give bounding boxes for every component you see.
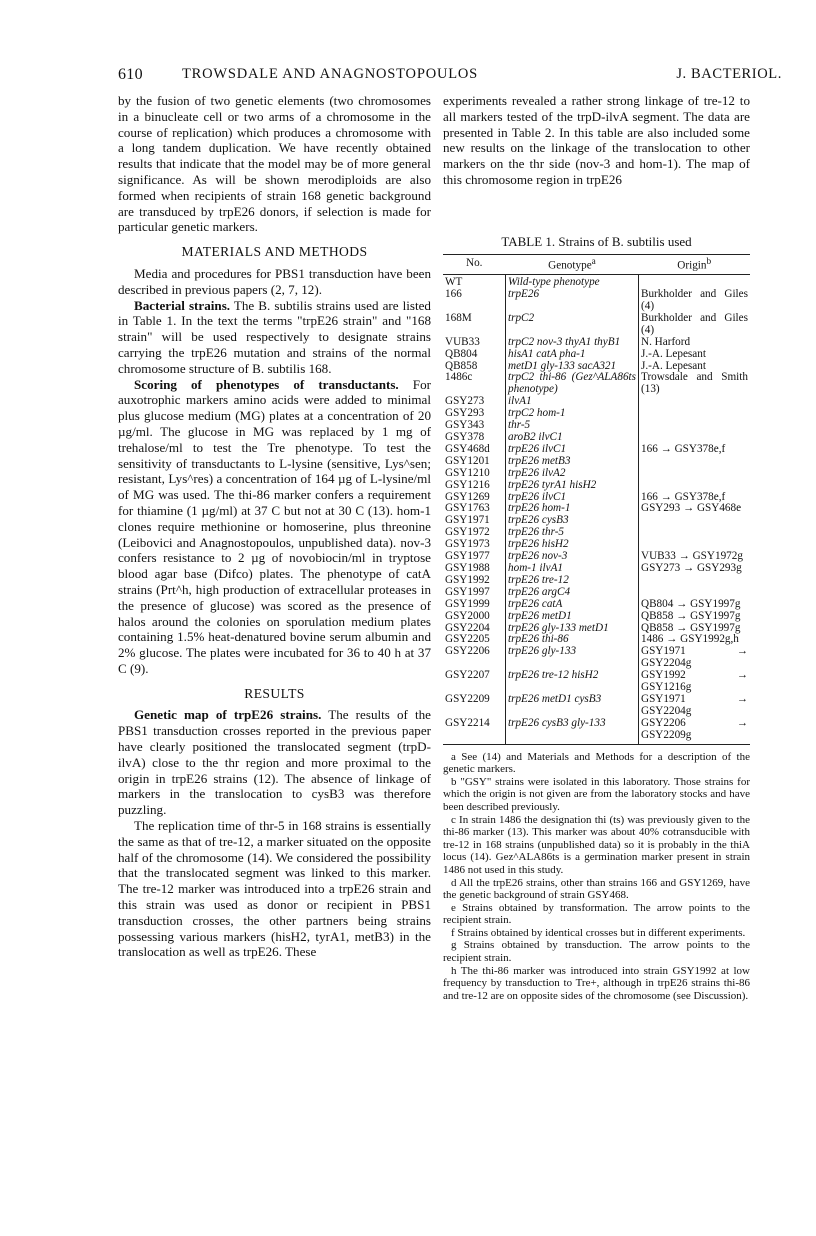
- cell-origin: [639, 468, 751, 480]
- running-authors: TROWSDALE AND ANAGNOSTOPOULOS: [182, 66, 479, 82]
- cell-no: GSY2000: [443, 611, 506, 623]
- cell-no: GSY2204: [443, 623, 506, 635]
- cell-no: GSY2214: [443, 718, 506, 744]
- cell-no: GSY1999: [443, 599, 506, 611]
- cell-origin: [639, 275, 751, 289]
- table-row: [443, 646, 750, 670]
- intro-paragraph: by the fusion of two genetic elements (two chromosomes in a binucleate cell or two arms of a chromosome in the course of replication) which produces a chromosome with a long tandem duplication. We have recently obtained results that indicate that the model may be of more general significance. As will be shown merodiploids are also formed when recipients of strain 168 genetic background are transduced by trpE26 donors, if selection is made for particular genetic markers.: [118, 93, 431, 235]
- cell-genotype: trpE26 tyrA1 hisH2: [506, 480, 639, 492]
- cell-genotype: trpE26 ilvC1: [506, 444, 639, 456]
- header-origin: Origin$^b$: [639, 254, 751, 275]
- cell-no: QB804: [443, 349, 506, 361]
- table-row: [443, 275, 750, 289]
- cell-genotype: trpE26 gly-133 metD1: [506, 623, 639, 635]
- right-column: [443, 93, 750, 1002]
- table-row: [443, 611, 750, 623]
- table-row: [443, 694, 750, 718]
- strains-table: [443, 254, 750, 745]
- media-paragraph: Media and procedures for PBS1 transduction have been described in previous papers (2, 7, 12).: [118, 265, 431, 297]
- cell-no: QB858: [443, 361, 506, 373]
- cell-no: GSY1988: [443, 563, 506, 575]
- cell-no: GSY1972: [443, 527, 506, 539]
- cell-no: GSY1201: [443, 456, 506, 468]
- cell-no: GSY273: [443, 396, 506, 408]
- cell-no: 1486c: [443, 372, 506, 396]
- cell-genotype: trpC2 nov-3 thyA1 thyB1: [506, 337, 639, 349]
- cell-origin: [639, 587, 751, 599]
- running-header: [118, 66, 782, 90]
- cell-genotype: metD1 gly-133 sacA321: [506, 361, 639, 373]
- genetic-map-run-in-head: Genetic map of trpE26 strains.: [134, 707, 322, 723]
- header-no: No.: [443, 254, 506, 275]
- scoring-paragraph: [118, 377, 431, 677]
- table-caption: TABLE 1. Strains of B. subtilis used: [501, 233, 692, 249]
- cell-no: GSY1992: [443, 575, 506, 587]
- cell-origin: [639, 408, 751, 420]
- table-row: [443, 670, 750, 694]
- cell-origin: [639, 575, 751, 587]
- cell-genotype: trpE26 tre-12 hisH2: [506, 670, 639, 694]
- cell-genotype: trpE26 argC4: [506, 587, 639, 599]
- table-header-row: [443, 254, 750, 275]
- cell-origin: QB804 → GSY1997g: [641, 597, 741, 610]
- cell-origin: QB858 → GSY1997g: [641, 621, 741, 634]
- cell-origin: QB858 → GSY1997g: [641, 609, 741, 622]
- cell-no: GSY1216: [443, 480, 506, 492]
- table-row: [443, 408, 750, 420]
- left-column: [118, 93, 431, 960]
- cell-origin: GSY1971 → GSY2204g: [641, 692, 748, 717]
- table-footnotes: [443, 751, 750, 1003]
- cell-genotype: trpE26 cysB3: [506, 515, 639, 527]
- cell-no: GSY343: [443, 420, 506, 432]
- cell-genotype: trpE26 metB3: [506, 456, 639, 468]
- cell-genotype: trpE26 hom-1: [506, 503, 639, 515]
- cell-no: GSY1977: [443, 551, 506, 563]
- footnote: a See (14) and Materials and Methods for a description of the genetic markers.: [443, 750, 750, 776]
- table-row: [443, 468, 750, 480]
- cell-no: 166: [443, 289, 506, 313]
- cell-genotype: trpE26 gly-133: [506, 646, 639, 670]
- cell-genotype: trpE26 thr-5: [506, 527, 639, 539]
- table-row: [443, 313, 750, 337]
- cell-no: GSY2209: [443, 694, 506, 718]
- cell-no: GSY1973: [443, 539, 506, 551]
- cell-origin: Trowsdale and Smith (13): [641, 371, 748, 396]
- cell-no: GSY378: [443, 432, 506, 444]
- cell-no: GSY1997: [443, 587, 506, 599]
- table-row: [443, 575, 750, 587]
- cell-genotype: hom-1 ilvA1: [506, 563, 639, 575]
- cell-origin: GSY273 → GSY293g: [641, 561, 742, 574]
- cell-no: VUB33: [443, 337, 506, 349]
- cell-genotype: trpE26 hisH2: [506, 539, 639, 551]
- cell-genotype: trpE26 cysB3 gly-133: [506, 718, 639, 744]
- table-row: [443, 599, 750, 611]
- footnote: f Strains obtained by identical crosses but in different experiments.: [451, 926, 746, 939]
- cell-no: GSY2207: [443, 670, 506, 694]
- footnote: g Strains obtained by transduction. The arrow points to the recipient strain.: [443, 939, 750, 965]
- cell-no: GSY2205: [443, 634, 506, 646]
- cell-origin: [639, 396, 751, 408]
- cell-genotype: aroB2 ilvC1: [506, 432, 639, 444]
- footnote: d All the trpE26 strains, other than strains 166 and GSY1269, have the genetic background of strain GSY468.: [443, 876, 750, 902]
- cell-origin: [639, 456, 751, 468]
- table-row: [443, 718, 750, 744]
- cell-genotype: trpE26 catA: [506, 599, 639, 611]
- cell-no: GSY293: [443, 408, 506, 420]
- strains-text: The B. subtilis strains used are listed in Table 1. In the text the terms "trpE26 strain" and "168 strain" will be used respectively to designate strains carrying the trpE26 mutation and strains of the normal chromosome structure of B. subtilis 168.: [118, 297, 431, 376]
- table-row: [443, 587, 750, 599]
- cell-genotype: trpE26: [506, 289, 639, 313]
- cell-origin: N. Harford: [641, 335, 691, 348]
- cell-origin: J.-A. Lepesant: [641, 359, 706, 372]
- cell-genotype: ilvA1: [506, 396, 639, 408]
- cell-origin: 1486 → GSY1992g,h: [641, 633, 739, 646]
- cell-origin: Burkholder and Giles (4): [641, 288, 748, 313]
- cell-no: GSY1763: [443, 503, 506, 515]
- table-row: [443, 480, 750, 492]
- scoring-text: For auxotrophic markers amino acids were added to minimal plus glucose medium (MG) plates at a concentration of 20 µg/ml. The glucose in MG was replaced by 1 mg of trehalose/ml to test the Tre phenotype. To test the sensitivity of transductants to L-lysine (sensitive, Lys^sen; resistant, Lys^res) a concentration of 164 µg of L-lysine/ml of MG was used. The thi-86 marker confers a requirement for thiamine (1 µg/ml) at 37 C but not at 30 C (13). hom-1 clones require methionine or homoserine, plus threonine (Leibovici and Anagnostopoulos, unpublished data). nov-3 confers resistance to 2 µg of novobiocin/ml in tryptose blood agar base (Difco) plates. The phenotype of catA strains (Prt^h, high production of extracellular proteases in the presence of glucose) was scored as the presence of halos around the colonies on sporulation medium plates containing 1.5% heat-denatured bovine serum albumin and 2% glucose. The plates were incubated for 36 to 40 h at 37 C (9).: [118, 376, 431, 676]
- cell-genotype: Wild-type phenotype: [506, 275, 639, 289]
- table-row: [443, 456, 750, 468]
- cell-origin: 166 → GSY378e,f: [641, 442, 726, 455]
- cell-genotype: thr-5: [506, 420, 639, 432]
- cell-origin: GSY2206 → GSY2209g: [639, 718, 751, 744]
- cell-no: GSY1971: [443, 515, 506, 527]
- scoring-run-in-head: Scoring of phenotypes of transductants.: [134, 376, 399, 392]
- cell-genotype: trpE26 metD1: [506, 611, 639, 623]
- replication-paragraph: The replication time of thr-5 in 168 strains is essentially the same as that of tre-12, a marker situated on the opposite half of the chromosome (14). We considered the possibility that the translocated segment was linked to this marker. The tre-12 marker was introduced into a trpE26 strain and this strain was used as donor or recipient in PBS1 transduction crosses, the other partners being strains possessing various markers (hisH2, tyrA1, metB3) in the translocation as well as trpE26. These: [118, 818, 431, 960]
- cell-genotype: trpE26 ilvA2: [506, 468, 639, 480]
- cell-no: GSY2206: [443, 646, 506, 670]
- table-row: [443, 372, 750, 396]
- cell-genotype: trpE26 nov-3: [506, 551, 639, 563]
- footnote: h The thi-86 marker was introduced into strain GSY1992 at low frequency by transduction to Tre+, although in trpE26 strains thi-86 and tre-12 are on opposite sides of the chromosome (see Discussion).: [443, 964, 750, 1002]
- genetic-map-paragraph: [118, 707, 431, 818]
- cell-genotype: hisA1 catA pha-1: [506, 349, 639, 361]
- table-row: [443, 349, 750, 361]
- table-row: [443, 420, 750, 432]
- cell-no: 168M: [443, 313, 506, 337]
- cell-no: WT: [443, 275, 506, 289]
- header-genotype: Genotype$^a$: [506, 254, 639, 275]
- cell-genotype: trpC2: [506, 313, 639, 337]
- table-row: [443, 396, 750, 408]
- cell-genotype: trpC2 hom-1: [506, 408, 639, 420]
- cell-origin: [639, 420, 751, 432]
- cell-no: GSY1269: [443, 492, 506, 504]
- page-number: 610: [118, 66, 143, 83]
- cell-origin: [639, 480, 751, 492]
- results-heading: RESULTS: [244, 685, 305, 701]
- cell-genotype: trpE26 ilvC1: [506, 492, 639, 504]
- cell-origin: GSY1992 → GSY1216g: [641, 669, 748, 694]
- cell-origin: GSY293 → GSY468e: [641, 502, 742, 515]
- genetic-map-text: The results of the PBS1 transduction crosses reported in the previous paper have clearly positioned the translocated segment (trpD-ilvA) close to the thr region and more proximal to the origin in trpE26 strains (12). The absence of linkage of markers in the translocation to cysB3 was therefore puzzling.: [118, 707, 431, 818]
- cell-origin: VUB33 → GSY1972g: [641, 550, 743, 563]
- journal-name: J. BACTERIOL.: [676, 66, 782, 82]
- cell-origin: 166 → GSY378e,f: [641, 490, 726, 503]
- strains-paragraph: [118, 298, 431, 377]
- cell-origin: GSY1971 → GSY2204g: [641, 645, 748, 670]
- table-row: [443, 337, 750, 349]
- cell-no: GSY468d: [443, 444, 506, 456]
- table-row: [443, 289, 750, 313]
- cell-origin: [639, 527, 751, 539]
- cell-no: GSY1210: [443, 468, 506, 480]
- cell-origin: [639, 515, 751, 527]
- cell-genotype: trpE26 tre-12: [506, 575, 639, 587]
- strains-run-in-head: Bacterial strains.: [134, 297, 231, 313]
- continuation-paragraph: experiments revealed a rather strong linkage of tre-12 to all markers tested of the trpD-ilvA segment. The data are presented in Table 2. In this table are also included some new results on the linkage of the translocation to other markers on the thr side (nov-3 and hom-1). The map of this chromosome region in trpE26: [443, 93, 750, 187]
- cell-origin: Burkholder and Giles (4): [641, 311, 748, 336]
- cell-origin: J.-A. Lepesant: [641, 347, 706, 360]
- footnote: e Strains obtained by transformation. The arrow points to the recipient strain.: [443, 901, 750, 927]
- methods-heading: MATERIALS AND METHODS: [181, 244, 368, 260]
- cell-genotype: trpE26 metD1 cysB3: [506, 694, 639, 718]
- footnote: c In strain 1486 the designation thi (ts) was previously given to the thi-86 marker (13). This marker was about 40% cotransducible with tre-12 in 168 strains (unpublished data) so it is probably in the thiA locus (14). Gez^ALA86ts is a germination marker present in strain 1486 not used in this study.: [443, 813, 750, 876]
- cell-genotype: trpC2 thi-86 (Gez^ALA86ts phenotype): [506, 372, 639, 396]
- footnote: b "GSY" strains were isolated in this laboratory. Those strains for which the origin is not given are from the laboratory stocks and have been described previously.: [443, 775, 750, 813]
- cell-genotype: trpE26 thi-86: [506, 634, 639, 646]
